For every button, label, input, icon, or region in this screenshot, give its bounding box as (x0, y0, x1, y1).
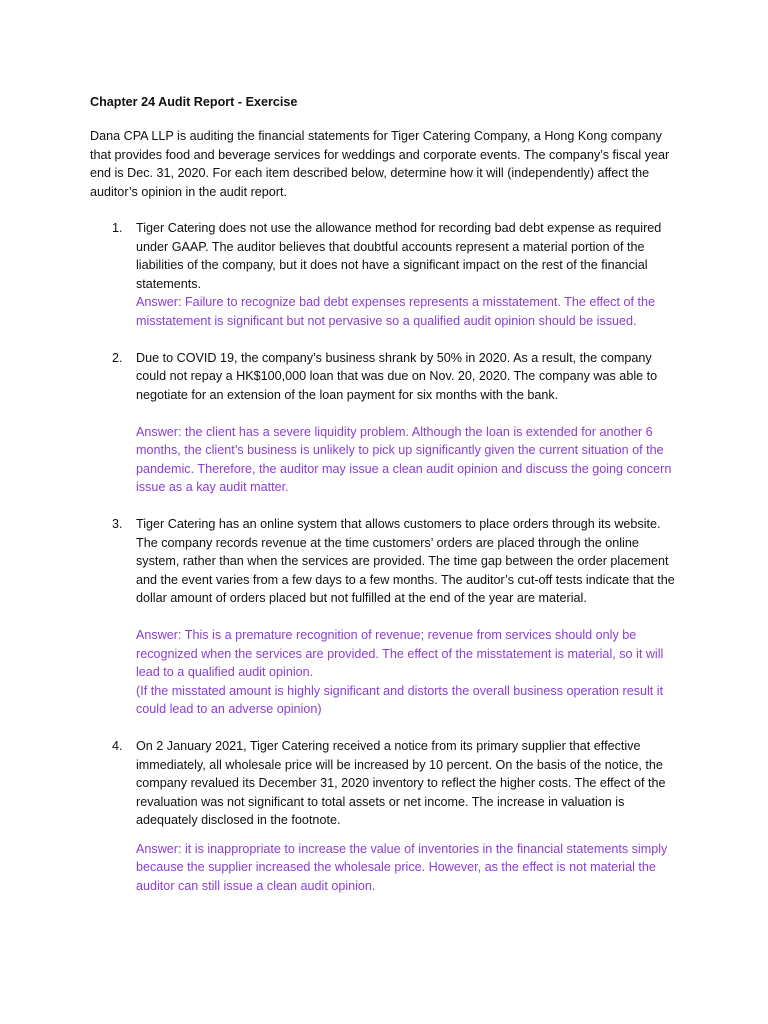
item-question: Due to COVID 19, the company’s business shrank by 50% in 2020. As a result, the company could not repay a HK$100,000 loan that was due on Nov. 20, 2020. The company was able to negotiate for an extension of the loan payment for six months with the bank. (136, 350, 658, 402)
list-item (90, 219, 684, 330)
item-number: 1. (112, 221, 123, 235)
item-answer: Answer: it is inappropriate to increase the value of inventories in the financial statements simply because the supplier increased the wholesale price. However, as the effect is not material the auditor can still issue a clean audit opinion. (136, 841, 668, 893)
item-question: On 2 January 2021, Tiger Catering received a notice from its primary supplier that effective immediately, all wholesale price will be increased by 10 percent. On the basis of the notice, the company revalued its December 31, 2020 inventory to reflect the higher costs. The effect of the revaluation was not significant to total assets or net income. The increase in valuation is adequately disclosed in the footnote. (136, 739, 666, 827)
item-number: 2. (112, 350, 123, 365)
item-answer: Answer: Failure to recognize bad debt expenses represents a misstatement. The effect of the misstatement is significant but not pervasive so a qualified audit opinion should be issued. (136, 295, 655, 328)
item-number: 4. (112, 739, 123, 753)
list-item (90, 737, 684, 895)
document-title: Chapter 24 Audit Report - Exercise (90, 95, 298, 109)
list-item (90, 515, 684, 719)
intro-paragraph: Dana CPA LLP is auditing the financial statements for Tiger Catering Company, a Hong Kong company that provides food and beverage services for weddings and corporate events. The company’s fiscal year end is Dec. 31, 2020. For each item described below, determine how it will (independently) affect the auditor’s opinion in the audit report. (90, 129, 670, 199)
list-item (90, 349, 684, 497)
item-answer: Answer: This is a premature recognition of revenue; revenue from services should only be recognized when the services are provided. The effect of the misstatement is material, so it will lead to a qualified audit opinion. (136, 628, 664, 679)
item-question: Tiger Catering has an online system that allows customers to place orders through its website. The company records revenue at the time customers’ orders are placed through the online system, rather than when the services are provided. The time gap between the order placement and the event varies from a few days to a few months. The auditor’s cut-off tests indicate that the dollar amount of orders placed but not fulfilled at the end of the year are material. (136, 517, 675, 605)
item-number: 3. (112, 517, 123, 531)
item-question: Tiger Catering does not use the allowance method for recording bad debt expense as required under GAAP. The auditor believes that doubtful accounts represent a material portion of the liabilities of the company, but it does not have a significant impact on the rest of the financial statements. (136, 221, 662, 291)
item-answer-note: (If the misstated amount is highly significant and distorts the overall business operation result it could lead to an adverse opinion) (136, 683, 664, 716)
item-answer: Answer: the client has a severe liquidity problem. Although the loan is extended for another 6 months, the client’s business is unlikely to pick up significantly given the current situation of the pandemic. Therefore, the auditor may issue a clean audit opinion and discuss the going concern issue as a kay audit matter. (136, 424, 672, 494)
exercise-list (90, 219, 684, 895)
